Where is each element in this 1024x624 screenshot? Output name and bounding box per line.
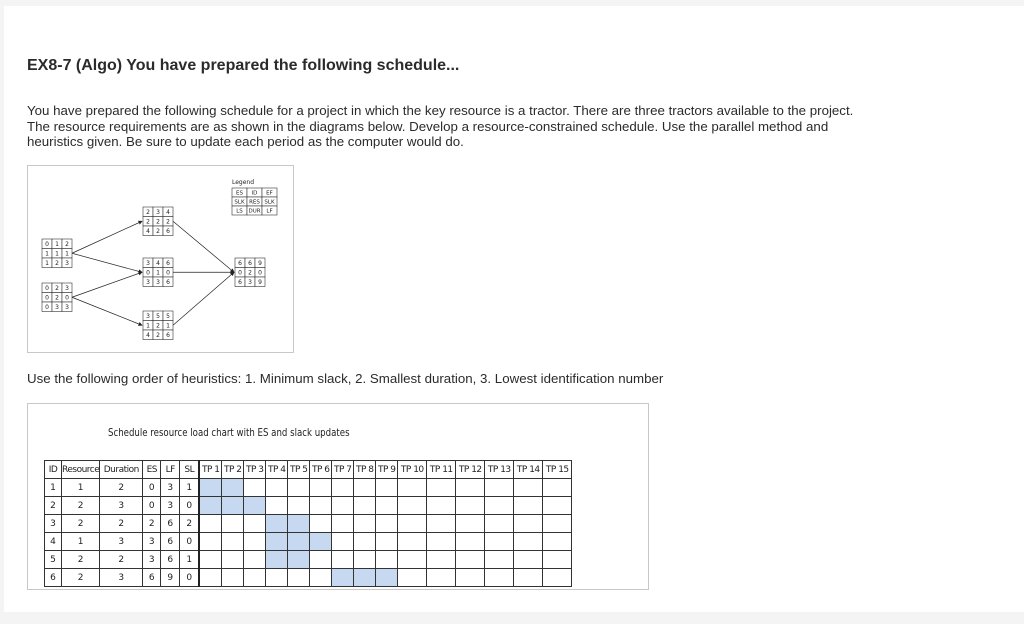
table-cell: 3	[45, 515, 62, 533]
load-cell-filled	[310, 533, 332, 551]
table-cell: 1	[45, 479, 62, 497]
table-cell: 3	[161, 497, 180, 515]
activity-node-3	[143, 207, 173, 236]
table-row	[45, 569, 572, 587]
table-cell: 1	[62, 533, 100, 551]
load-cell	[354, 515, 376, 533]
load-cell	[310, 515, 332, 533]
col-header-lf: LF	[161, 461, 180, 479]
table-cell: 2	[45, 497, 62, 515]
col-header-resource: Resource	[62, 461, 100, 479]
schedule-table	[44, 460, 572, 587]
load-cell-filled	[266, 533, 288, 551]
network-diagram	[27, 165, 294, 353]
load-cell	[456, 533, 485, 551]
load-cell	[514, 497, 543, 515]
load-cell	[514, 551, 543, 569]
load-cell	[514, 479, 543, 497]
node-value: SLK	[234, 199, 245, 206]
table-cell: 6	[161, 551, 180, 569]
load-cell	[398, 569, 427, 587]
load-cell	[222, 551, 244, 569]
node-value: 2	[55, 284, 59, 292]
table-cell: 3	[100, 569, 143, 587]
load-cell	[266, 497, 288, 515]
load-cell	[485, 497, 514, 515]
col-header-tp-7: TP 7	[332, 461, 354, 479]
load-cell	[485, 569, 514, 587]
col-header-id: ID	[45, 461, 62, 479]
load-cell-filled	[244, 497, 266, 515]
load-cell	[456, 497, 485, 515]
load-cell-filled	[266, 515, 288, 533]
load-cell	[427, 533, 456, 551]
load-cell	[332, 551, 354, 569]
load-cell-filled	[222, 497, 244, 515]
node-value: 0	[45, 284, 49, 292]
load-cell	[332, 515, 354, 533]
node-value: 2	[146, 208, 150, 216]
table-cell: 2	[180, 515, 200, 533]
node-value: 6	[248, 259, 252, 267]
node-value: 6	[166, 259, 170, 267]
col-header-tp-9: TP 9	[376, 461, 398, 479]
node-value: 2	[55, 259, 59, 267]
load-cell	[354, 551, 376, 569]
dependency-arrow	[173, 221, 234, 272]
load-cell	[354, 479, 376, 497]
load-cell	[222, 533, 244, 551]
load-cell	[354, 533, 376, 551]
load-cell	[427, 479, 456, 497]
load-cell	[199, 551, 222, 569]
table-cell: 6	[143, 569, 161, 587]
table-cell: 0	[180, 497, 200, 515]
node-value: 1	[65, 250, 69, 258]
table-cell: 2	[62, 515, 100, 533]
node-value: 6	[238, 259, 242, 267]
node-value: 3	[156, 208, 160, 216]
node-value: 2	[146, 218, 150, 226]
col-header-es: ES	[143, 461, 161, 479]
load-cell	[398, 515, 427, 533]
load-cell	[456, 479, 485, 497]
col-header-tp-6: TP 6	[310, 461, 332, 479]
col-header-tp-5: TP 5	[288, 461, 310, 479]
col-header-tp-8: TP 8	[354, 461, 376, 479]
legend-title: Legend	[232, 179, 255, 186]
node-value: 1	[166, 322, 170, 330]
node-value: 1	[156, 269, 160, 277]
load-cell	[485, 479, 514, 497]
node-value: 0	[65, 294, 69, 302]
node-value: SLK	[264, 199, 275, 206]
node-value: 2	[55, 294, 59, 302]
table-row	[45, 515, 572, 533]
table-cell: 0	[143, 497, 161, 515]
load-cell	[543, 479, 572, 497]
load-cell	[222, 515, 244, 533]
table-cell: 1	[62, 479, 100, 497]
load-cell	[543, 497, 572, 515]
node-value: 6	[238, 278, 242, 286]
node-value: LF	[266, 208, 273, 215]
load-cell-filled	[288, 533, 310, 551]
dependency-arrow	[72, 221, 142, 253]
table-cell: 2	[100, 515, 143, 533]
table-cell: 0	[180, 533, 200, 551]
node-value: EF	[266, 190, 273, 197]
load-cell	[376, 497, 398, 515]
load-cell	[514, 515, 543, 533]
node-value: 3	[65, 259, 69, 267]
node-value: 1	[55, 250, 59, 258]
table-cell: 2	[62, 497, 100, 515]
node-value: LS	[236, 208, 243, 215]
table-cell: 0	[180, 569, 200, 587]
table-cell: 1	[180, 551, 200, 569]
load-cell	[310, 569, 332, 587]
node-value: 0	[258, 269, 262, 277]
load-cell	[288, 479, 310, 497]
load-cell	[332, 533, 354, 551]
node-value: ID	[251, 190, 258, 197]
node-value: 9	[258, 278, 262, 286]
node-value: 0	[146, 269, 150, 277]
node-value: 0	[238, 269, 242, 277]
node-value: 2	[156, 218, 160, 226]
load-cell	[398, 551, 427, 569]
dependency-arrow	[72, 297, 142, 325]
load-cell	[288, 497, 310, 515]
table-cell: 3	[100, 533, 143, 551]
load-cell	[398, 497, 427, 515]
table-cell: 5	[45, 551, 62, 569]
col-header-tp-12: TP 12	[456, 461, 485, 479]
col-header-duration: Duration	[100, 461, 143, 479]
table-cell: 6	[45, 569, 62, 587]
network-svg	[28, 166, 293, 352]
load-cell	[376, 551, 398, 569]
node-value: 3	[146, 278, 150, 286]
node-value: RES	[249, 199, 260, 206]
table-cell: 3	[143, 551, 161, 569]
table-cell: 2	[62, 569, 100, 587]
question-title: EX8-7 (Algo) You have prepared the following schedule...	[27, 57, 460, 74]
table-row	[45, 479, 572, 497]
table-row	[45, 533, 572, 551]
node-value: 0	[166, 269, 170, 277]
activity-node-2	[42, 283, 72, 312]
load-cell	[244, 479, 266, 497]
load-cell	[310, 497, 332, 515]
load-cell-filled	[288, 551, 310, 569]
node-value: 2	[166, 218, 170, 226]
schedule-figure	[27, 403, 649, 590]
load-cell-filled	[266, 551, 288, 569]
load-cell-filled	[222, 479, 244, 497]
col-header-tp-1: TP 1	[199, 461, 222, 479]
table-row	[45, 497, 572, 515]
load-cell	[427, 569, 456, 587]
load-cell	[266, 479, 288, 497]
load-cell	[376, 479, 398, 497]
load-cell	[244, 551, 266, 569]
node-value: 0	[45, 240, 49, 248]
node-value: 4	[166, 208, 170, 216]
load-cell	[354, 497, 376, 515]
load-cell	[514, 533, 543, 551]
col-header-sl: SL	[180, 461, 200, 479]
col-header-tp-2: TP 2	[222, 461, 244, 479]
load-cell	[310, 551, 332, 569]
load-cell	[543, 551, 572, 569]
node-value: DUR	[248, 208, 261, 215]
load-cell	[398, 533, 427, 551]
table-cell: 2	[100, 551, 143, 569]
load-cell	[485, 551, 514, 569]
node-value: 9	[258, 259, 262, 267]
activity-node-6	[235, 258, 265, 287]
load-cell	[427, 551, 456, 569]
table-cell: 2	[143, 515, 161, 533]
table-cell: 9	[161, 569, 180, 587]
schedule-caption: Schedule resource load chart with ES and slack updates	[108, 427, 350, 439]
node-value: 6	[166, 227, 170, 235]
load-cell	[199, 533, 222, 551]
node-value: 3	[65, 284, 69, 292]
load-cell	[266, 569, 288, 587]
col-header-tp-4: TP 4	[266, 461, 288, 479]
load-cell	[427, 515, 456, 533]
col-header-tp-13: TP 13	[485, 461, 514, 479]
node-value: 0	[45, 303, 49, 311]
load-cell	[199, 569, 222, 587]
node-value: 4	[146, 331, 150, 339]
table-cell: 6	[161, 533, 180, 551]
node-value: ES	[236, 190, 243, 197]
node-value: 3	[146, 259, 150, 267]
load-cell	[288, 569, 310, 587]
col-header-tp-15: TP 15	[543, 461, 572, 479]
load-cell	[199, 515, 222, 533]
legend-box	[232, 188, 277, 215]
table-row	[45, 551, 572, 569]
node-value: 4	[146, 227, 150, 235]
col-header-tp-10: TP 10	[398, 461, 427, 479]
activity-node-1	[42, 239, 72, 268]
load-cell	[244, 533, 266, 551]
load-cell	[310, 479, 332, 497]
node-value: 2	[156, 322, 160, 330]
load-cell-filled	[288, 515, 310, 533]
dependency-arrow	[72, 253, 142, 272]
dependency-arrow	[72, 272, 142, 297]
node-value: 4	[156, 259, 160, 267]
load-cell	[543, 569, 572, 587]
node-value: 2	[248, 269, 252, 277]
load-cell-filled	[376, 569, 398, 587]
load-cell	[244, 569, 266, 587]
col-header-tp-3: TP 3	[244, 461, 266, 479]
schedule-header-row	[45, 461, 572, 479]
node-value: 1	[45, 259, 49, 267]
node-value: 6	[166, 278, 170, 286]
table-cell: 3	[143, 533, 161, 551]
node-value: 6	[166, 331, 170, 339]
load-cell	[376, 533, 398, 551]
load-cell	[456, 515, 485, 533]
node-value: 2	[156, 331, 160, 339]
load-cell-filled	[199, 497, 222, 515]
load-cell	[332, 497, 354, 515]
load-cell	[543, 515, 572, 533]
load-cell-filled	[332, 569, 354, 587]
load-cell	[456, 569, 485, 587]
node-value: 3	[146, 312, 150, 320]
load-cell	[543, 533, 572, 551]
node-value: 3	[156, 278, 160, 286]
load-cell	[244, 515, 266, 533]
node-value: 2	[65, 240, 69, 248]
table-cell: 1	[180, 479, 200, 497]
load-cell	[376, 515, 398, 533]
table-cell: 2	[100, 479, 143, 497]
table-cell: 3	[161, 479, 180, 497]
node-value: 2	[156, 227, 160, 235]
node-value: 1	[146, 322, 150, 330]
activity-node-5	[143, 311, 173, 340]
node-value: 5	[166, 312, 170, 320]
heuristics-text: Use the following order of heuristics: 1. Minimum slack, 2. Smallest duration, 3. Lowest identification number	[27, 371, 664, 386]
node-value: 3	[65, 303, 69, 311]
activity-node-4	[143, 258, 173, 287]
load-cell-filled	[354, 569, 376, 587]
load-cell	[514, 569, 543, 587]
node-value: 1	[55, 240, 59, 248]
table-cell: 3	[100, 497, 143, 515]
table-cell: 6	[161, 515, 180, 533]
dependency-arrow	[173, 272, 234, 325]
load-cell	[222, 569, 244, 587]
load-cell-filled	[199, 479, 222, 497]
node-value: 3	[55, 303, 59, 311]
problem-statement: You have prepared the following schedule for a project in which the key resource is a tractor. There are three tractors available to the project. The resource requirements are as shown in the diagrams below. Develop a resource-constrained schedule. Use the parallel method and heuristics given. Be sure to update each period as the computer would do.	[27, 103, 854, 149]
load-cell	[485, 533, 514, 551]
load-cell	[332, 479, 354, 497]
table-cell: 2	[62, 551, 100, 569]
load-cell	[485, 515, 514, 533]
node-value: 1	[45, 250, 49, 258]
col-header-tp-11: TP 11	[427, 461, 456, 479]
col-header-tp-14: TP 14	[514, 461, 543, 479]
node-value: 5	[156, 312, 160, 320]
load-cell	[427, 497, 456, 515]
load-cell	[398, 479, 427, 497]
node-value: 0	[45, 294, 49, 302]
load-cell	[456, 551, 485, 569]
table-cell: 0	[143, 479, 161, 497]
table-cell: 4	[45, 533, 62, 551]
node-value: 3	[248, 278, 252, 286]
